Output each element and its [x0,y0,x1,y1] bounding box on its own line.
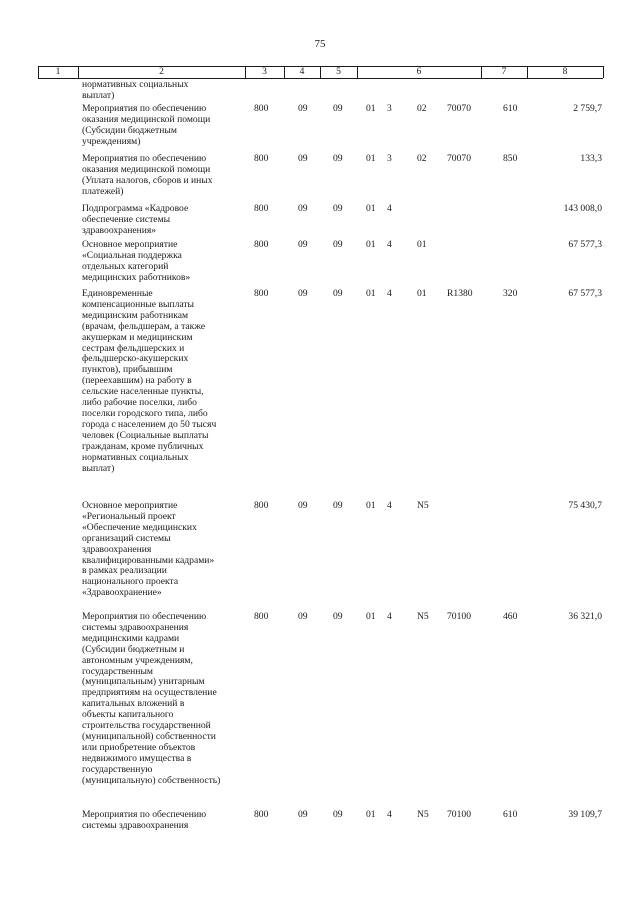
cell-target-program: 01 [366,611,376,622]
cell-target-event: 01 [417,288,427,299]
cell-section: 09 [298,153,308,164]
cell-target-program: 01 [366,153,376,164]
column-header: 1 [55,67,61,77]
cell-expense-type: 320 [503,288,518,299]
cell-amount: 36 321,0 [568,611,602,622]
row-description: Основное мероприятие «Региональный проект «Обеспечение медицинских организаций системы здравоохранения квалифицированными кадрами» в рамках реализации национального проекта «Здравоохранение» [82,500,215,599]
cell-target-direction: 70070 [447,103,471,114]
cell-target-program: 01 [366,103,376,114]
column-header: 6 [416,67,422,77]
cell-section: 09 [298,611,308,622]
cell-target-program: 01 [366,239,376,250]
cell-amount: 2 759,7 [573,103,602,114]
column-header: 5 [336,67,341,77]
cell-subsection: 09 [333,611,343,622]
cell-target-event: 01 [417,239,427,250]
cell-target-event: 02 [417,153,427,164]
cell-subsection: 09 [333,500,343,511]
cell-expense-type: 610 [503,103,518,114]
cell-amount: 143 008,0 [563,203,602,214]
cell-target-program: 01 [366,500,376,511]
column-header: 2 [159,67,164,77]
column-header: 3 [262,67,267,77]
col-divider [603,66,604,78]
cell-ministry: 800 [254,153,269,164]
row-description: Основное мероприятие «Социальная поддержка отдельных категорий медицинских работников» [82,239,191,283]
cell-ministry: 800 [254,809,269,820]
cell-ministry: 800 [254,103,269,114]
cell-ministry: 800 [254,239,269,250]
cell-target-event: N5 [417,500,429,511]
row-description: Мероприятия по обеспечению оказания медицинской помощи (Уплата налогов, сборов и иных платежей) [82,153,213,197]
cell-target-event: 02 [417,103,427,114]
cell-target-subprogram: 4 [387,203,392,214]
cell-target-subprogram: 4 [387,288,392,299]
cell-subsection: 09 [333,153,343,164]
cell-subsection: 09 [333,103,343,114]
cell-amount: 39 109,7 [568,809,602,820]
continued-row-text: нормативных социальных выплат) [82,79,189,101]
column-header: 4 [299,67,305,77]
cell-expense-type: 610 [503,809,518,820]
cell-target-event: N5 [417,809,429,820]
cell-target-subprogram: 3 [387,153,392,164]
cell-section: 09 [298,500,308,511]
cell-expense-type: 850 [503,153,518,164]
cell-target-direction: R1380 [447,288,473,299]
cell-subsection: 09 [333,288,343,299]
cell-ministry: 800 [254,500,269,511]
cell-subsection: 09 [333,239,343,250]
cell-target-direction: 70070 [447,153,471,164]
page-number: 75 [314,38,326,50]
cell-section: 09 [298,103,308,114]
cell-section: 09 [298,239,308,250]
column-header: 8 [562,67,568,77]
cell-ministry: 800 [254,611,269,622]
cell-target-subprogram: 4 [387,239,392,250]
row-description: Мероприятия по обеспечению системы здравоохранения медицинскими кадрами (Субсидии бюджетным и автономным учреждениям, государственным (муниципальным) унитарным предприятиям на осуществление капитальных вложений в объекты капитального строительства государственной (муниципальной) собственности или приобретение объектов недвижимого имущества в государственную (муниципальную) собственность) [82,611,221,786]
column-header: 7 [501,67,507,77]
cell-expense-type: 460 [503,611,518,622]
cell-amount: 67 577,3 [568,288,602,299]
cell-section: 09 [298,203,308,214]
cell-ministry: 800 [254,203,269,214]
cell-section: 09 [298,809,308,820]
cell-target-subprogram: 3 [387,103,392,114]
row-description: Единовременные компенсационные выплаты медицинским работникам (врачам, фельдшерам, а также акушеркам и медицинским сестрам фельдшерских и фельдшерско-акушерских пунктов), прибывшим (переехавшим) на работу в сельские населенные пункты, либо рабочие поселки, либо поселки городского типа, либо города с населением до 50 тысяч человек (Социальные выплаты гражданам, кроме публичных нормативных социальных выплат) [82,288,217,474]
cell-target-subprogram: 4 [387,500,392,511]
cell-subsection: 09 [333,809,343,820]
cell-section: 09 [298,288,308,299]
cell-amount: 75 430,7 [568,500,602,511]
row-description: Подпрограмма «Кадровое обеспечение системы здравоохранения» [82,203,189,236]
cell-target-program: 01 [366,203,376,214]
cell-ministry: 800 [254,288,269,299]
cell-target-subprogram: 4 [387,611,392,622]
row-description: Мероприятия по обеспечению системы здравоохранения [82,809,207,831]
cell-target-direction: 70100 [447,611,471,622]
cell-target-direction: 70100 [447,809,471,820]
cell-subsection: 09 [333,203,343,214]
cell-amount: 67 577,3 [568,239,602,250]
row-description: Мероприятия по обеспечению оказания медицинской помощи (Субсидии бюджетным учреждениям) [82,103,211,147]
cell-target-subprogram: 4 [387,809,392,820]
cell-target-program: 01 [366,288,376,299]
cell-target-event: N5 [417,611,429,622]
cell-amount: 133,3 [580,153,602,164]
cell-target-program: 01 [366,809,376,820]
